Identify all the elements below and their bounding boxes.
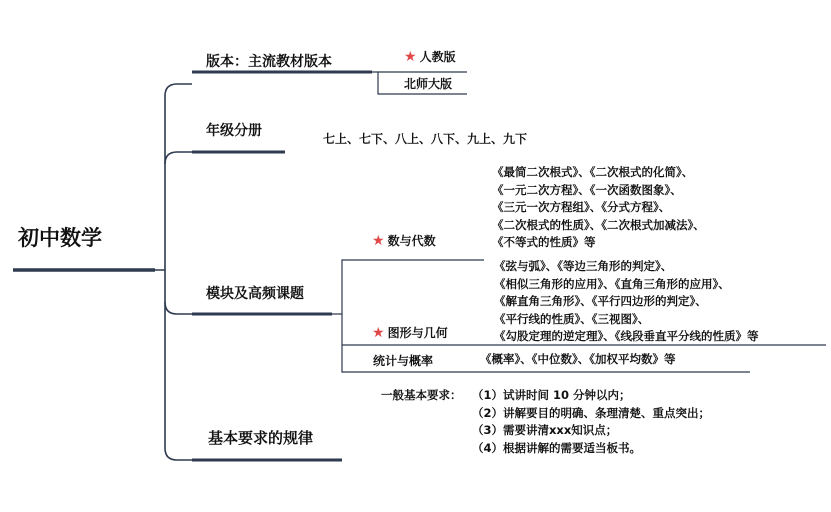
topic-line: 《一元二次方程》、《一次函数图象》、 — [492, 182, 682, 197]
star-icon: ★ — [372, 233, 385, 249]
module-statistics-topics — [480, 351, 676, 369]
topic-line: 《解直角三角形》、《平行四边形的判定》、 — [494, 294, 707, 309]
branch-modules-label: 模块及高频课题 — [206, 286, 304, 302]
topic-line: 《弦与弧》、《等边三角形的判定》、 — [494, 259, 673, 273]
topic-line: 《相似三角形的应用》、《直角三角形的应用》、 — [494, 276, 730, 291]
topic-line: 《最简二次根式》、《二次根式的化简》、 — [492, 165, 694, 179]
topic-line: 《二次根式的性质》、《二次根式加减法》、 — [492, 217, 705, 232]
module-algebra-label: ★ 数与代数 — [372, 233, 436, 249]
rule-item: （1）试讲时间 10 分钟以内； — [472, 388, 631, 402]
edition-item-renjiao: ★ 人教版 — [404, 49, 456, 65]
branch-rules-label: 基本要求的规律 — [208, 429, 314, 447]
topic-line: 《平行线的性质》、《三视图》、 — [494, 311, 650, 326]
rule-item: （3）需要讲清xxx知识点； — [472, 423, 618, 437]
rules-items — [472, 387, 710, 457]
module-geometry-topics — [494, 258, 759, 346]
rule-item: （2）讲解要目的明确、条理清楚、重点突出； — [472, 405, 710, 420]
rules-intro: 一般基本要求： — [381, 388, 462, 402]
branch-edition-label: 版本：主流教材版本 — [206, 54, 332, 70]
module-geometry-label: ★ 图形与几何 — [372, 325, 448, 341]
topic-line: 《不等式的性质》等 — [492, 235, 596, 250]
module-statistics-label: 统计与概率 — [373, 354, 434, 368]
edition-item-beishida: 北师大版 — [404, 77, 453, 91]
star-icon: ★ — [372, 325, 385, 341]
grade-value: 七上、七下、八上、八下、九上、九下 — [323, 132, 528, 146]
topic-line: 《勾股定理的逆定理》、《线段垂直平分线的性质》等 — [494, 329, 759, 344]
rule-item: （4）根据讲解的需要适当板书。 — [472, 440, 641, 455]
module-algebra-topics — [492, 164, 705, 252]
topic-line: 《三元一次方程组》、《分式方程》、 — [492, 200, 671, 215]
topic-line: 《概率》、《中位数》、《加权平均数》等 — [480, 352, 676, 366]
branch-grade-label: 年级分册 — [206, 123, 262, 139]
star-icon: ★ — [404, 49, 417, 65]
root-node: 初中数学 — [18, 226, 102, 250]
